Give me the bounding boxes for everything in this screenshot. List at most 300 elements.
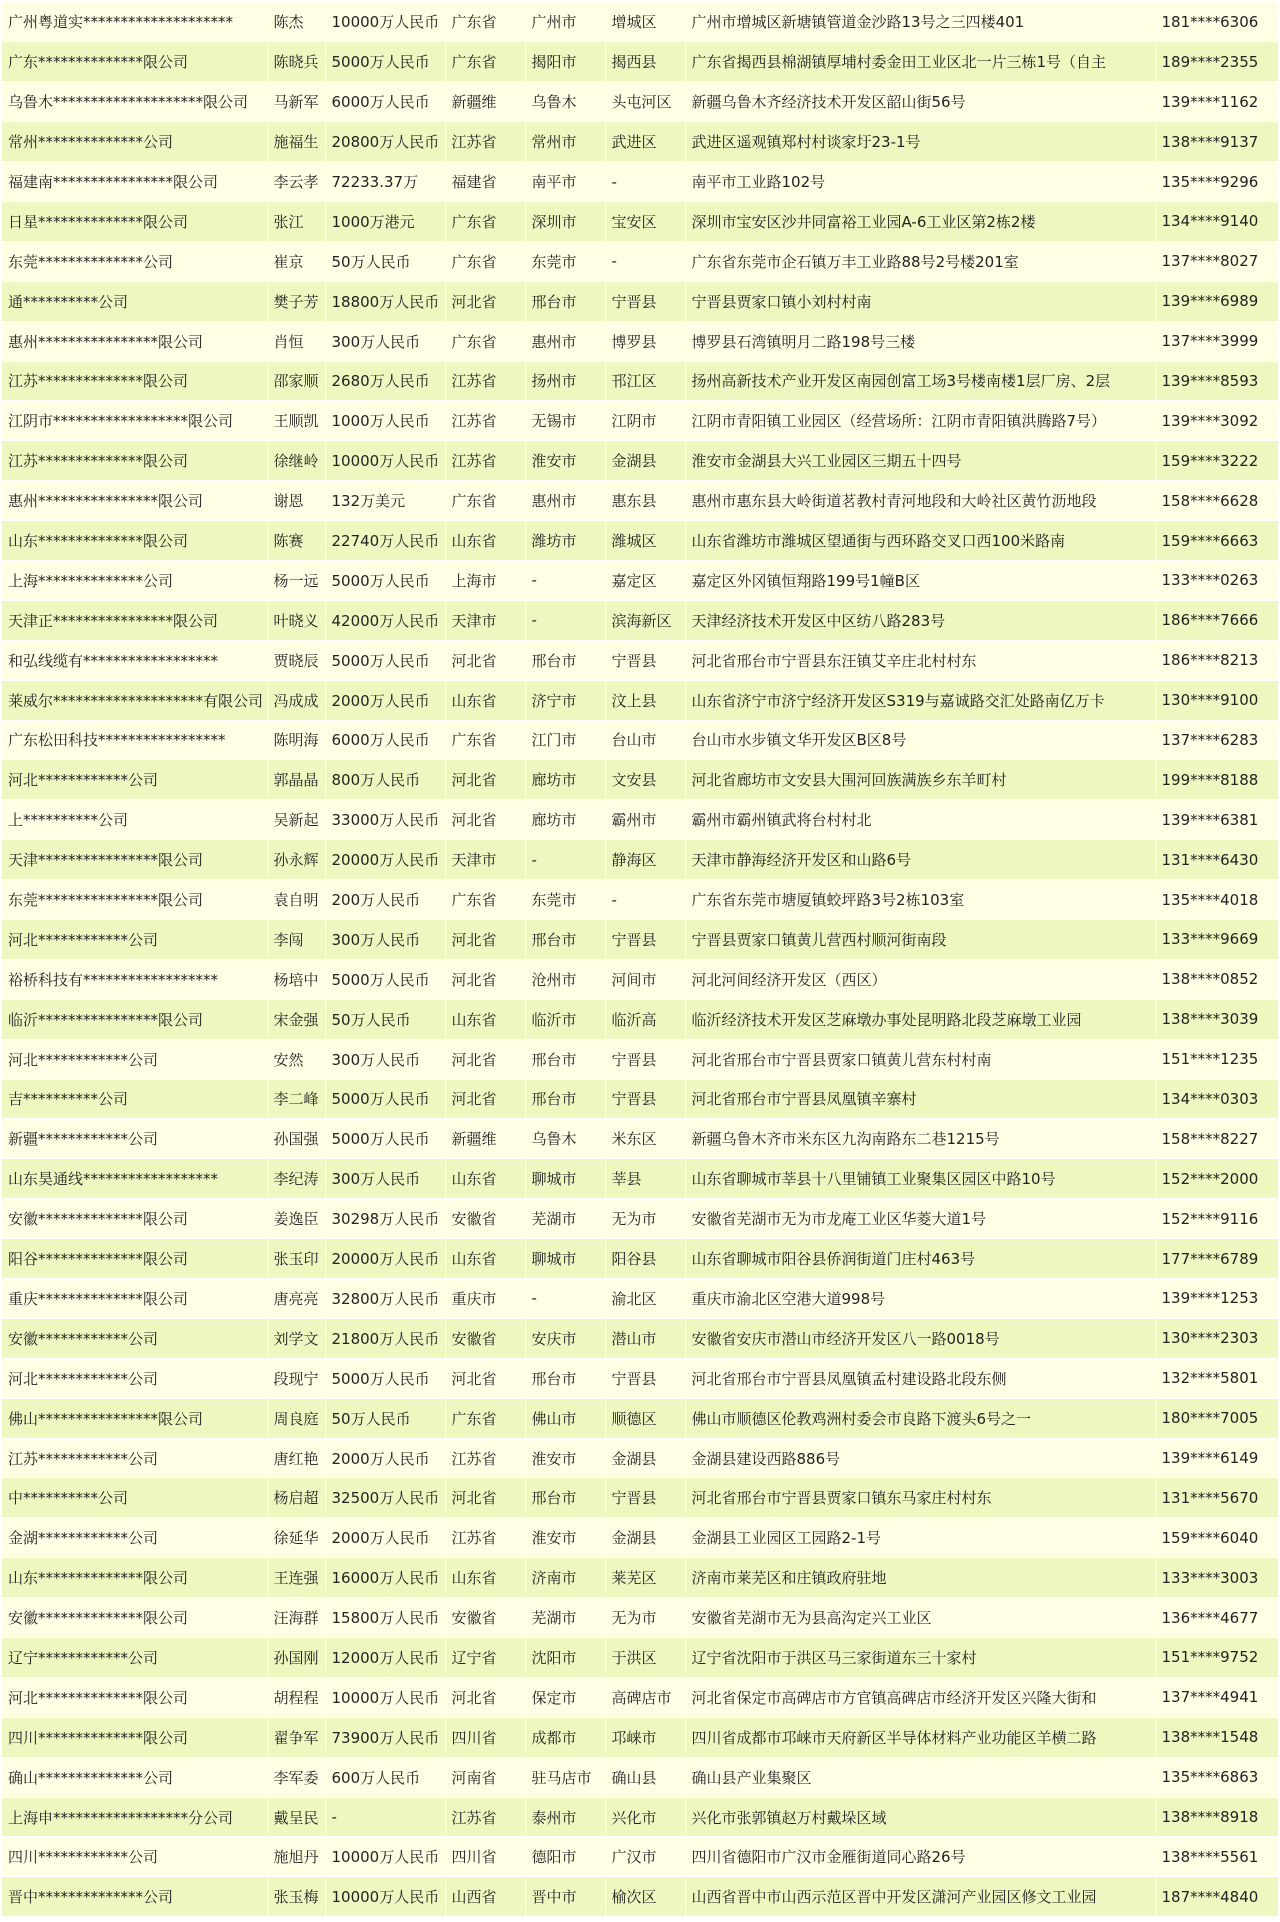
province-cell: 河北省 <box>445 1478 525 1518</box>
phone-cell: 130****9100 <box>1155 680 1278 720</box>
registered-capital-cell: 300万人民币 <box>325 1159 445 1199</box>
province-cell: 山东省 <box>445 1239 525 1279</box>
registered-capital-cell: 21800万人民币 <box>325 1318 445 1358</box>
contact-person-cell: 崔京 <box>267 241 325 281</box>
province-cell: 河南省 <box>445 1757 525 1797</box>
company-name-cell: 上海**************公司 <box>2 560 267 600</box>
city-cell: 潍坊市 <box>525 521 605 561</box>
registered-capital-cell: 2000万人民币 <box>325 1438 445 1478</box>
contact-person-cell: 张玉印 <box>267 1239 325 1279</box>
company-name-cell: 四川**************限公司 <box>2 1717 267 1757</box>
address-cell: 宁晋县贾家口镇小刘村村南 <box>685 281 1155 321</box>
district-cell: 莱芜区 <box>605 1558 685 1598</box>
city-cell: 东莞市 <box>525 241 605 281</box>
table-row <box>2 82 1278 122</box>
province-cell: 河北省 <box>445 959 525 999</box>
contact-person-cell: 张玉梅 <box>267 1877 325 1917</box>
city-cell: 邢台市 <box>525 281 605 321</box>
district-cell: 兴化市 <box>605 1797 685 1837</box>
table-row <box>2 1558 1278 1598</box>
table-row <box>2 959 1278 999</box>
phone-cell: 189****2355 <box>1155 42 1278 82</box>
registered-capital-cell: 10000万人民币 <box>325 1837 445 1877</box>
district-cell: 揭西县 <box>605 42 685 82</box>
phone-cell: 130****2303 <box>1155 1318 1278 1358</box>
province-cell: 广东省 <box>445 241 525 281</box>
city-cell: 驻马店市 <box>525 1757 605 1797</box>
province-cell: 安徽省 <box>445 1199 525 1239</box>
table-row <box>2 999 1278 1039</box>
address-cell: 江阴市青阳镇工业园区（经营场所：江阴市青阳镇洪腾路7号） <box>685 401 1155 441</box>
district-cell: 顺德区 <box>605 1398 685 1438</box>
table-row <box>2 42 1278 82</box>
phone-cell: 139****3092 <box>1155 401 1278 441</box>
contact-person-cell: 李云孝 <box>267 162 325 202</box>
table-row <box>2 680 1278 720</box>
phone-cell: 139****1162 <box>1155 82 1278 122</box>
district-cell: 无为市 <box>605 1598 685 1638</box>
phone-cell: 138****8918 <box>1155 1797 1278 1837</box>
table-row <box>2 1199 1278 1239</box>
city-cell: 佛山市 <box>525 1398 605 1438</box>
registered-capital-cell: 10000万人民币 <box>325 2 445 42</box>
company-name-cell: 通**********公司 <box>2 281 267 321</box>
contact-person-cell: 杨一远 <box>267 560 325 600</box>
city-cell: 深圳市 <box>525 201 605 241</box>
company-name-cell: 天津****************限公司 <box>2 840 267 880</box>
table-row <box>2 1119 1278 1159</box>
table-row <box>2 1398 1278 1438</box>
district-cell: 文安县 <box>605 760 685 800</box>
province-cell: 河北省 <box>445 800 525 840</box>
city-cell: 芜湖市 <box>525 1598 605 1638</box>
address-cell: 临沂经济技术开发区芝麻墩办事处昆明路北段芝麻墩工业园 <box>685 999 1155 1039</box>
district-cell: 宁晋县 <box>605 281 685 321</box>
district-cell: 临沂高 <box>605 999 685 1039</box>
contact-person-cell: 汪海群 <box>267 1598 325 1638</box>
address-cell: 四川省德阳市广汉市金雁街道同心路26号 <box>685 1837 1155 1877</box>
table-body <box>2 2 1278 1917</box>
registered-capital-cell: 10000万人民币 <box>325 441 445 481</box>
district-cell: 惠东县 <box>605 481 685 521</box>
phone-cell: 186****8213 <box>1155 640 1278 680</box>
address-cell: 深圳市宝安区沙井同富裕工业园A-6工业区第2栋2楼 <box>685 201 1155 241</box>
district-cell: 宁晋县 <box>605 919 685 959</box>
city-cell: 济宁市 <box>525 680 605 720</box>
city-cell: 沧州市 <box>525 959 605 999</box>
province-cell: 安徽省 <box>445 1598 525 1638</box>
phone-cell: 135****4018 <box>1155 880 1278 920</box>
company-name-cell: 安徽**************限公司 <box>2 1199 267 1239</box>
phone-cell: 139****1253 <box>1155 1279 1278 1319</box>
address-cell: 确山县产业集聚区 <box>685 1757 1155 1797</box>
phone-cell: 180****7005 <box>1155 1398 1278 1438</box>
table-row <box>2 162 1278 202</box>
address-cell: 辽宁省沈阳市于洪区马三家街道东三十家村 <box>685 1638 1155 1678</box>
district-cell: 无为市 <box>605 1199 685 1239</box>
city-cell: 邢台市 <box>525 1358 605 1398</box>
address-cell: 河北省邢台市宁晋县凤凰镇辛寨村 <box>685 1079 1155 1119</box>
address-cell: 济南市莱芜区和庄镇政府驻地 <box>685 1558 1155 1598</box>
table-row <box>2 880 1278 920</box>
address-cell: 山东省济宁市济宁经济开发区S319与嘉诚路交汇处路南亿万卡 <box>685 680 1155 720</box>
city-cell: - <box>525 1279 605 1319</box>
contact-person-cell: 贾晓辰 <box>267 640 325 680</box>
province-cell: 广东省 <box>445 481 525 521</box>
province-cell: 江苏省 <box>445 1797 525 1837</box>
phone-cell: 158****8227 <box>1155 1119 1278 1159</box>
phone-cell: 199****8188 <box>1155 760 1278 800</box>
registered-capital-cell: 20000万人民币 <box>325 1239 445 1279</box>
city-cell: - <box>525 600 605 640</box>
table-row <box>2 1478 1278 1518</box>
address-cell: 兴化市张郭镇赵万村戴垛区域 <box>685 1797 1155 1837</box>
registered-capital-cell: 16000万人民币 <box>325 1558 445 1598</box>
contact-person-cell: 樊子芳 <box>267 281 325 321</box>
province-cell: 广东省 <box>445 2 525 42</box>
registered-capital-cell: 50万人民币 <box>325 999 445 1039</box>
city-cell: 东莞市 <box>525 880 605 920</box>
province-cell: 河北省 <box>445 281 525 321</box>
city-cell: 安庆市 <box>525 1318 605 1358</box>
district-cell: 台山市 <box>605 720 685 760</box>
phone-cell: 138****1548 <box>1155 1717 1278 1757</box>
district-cell: 高碑店市 <box>605 1677 685 1717</box>
address-cell: 安徽省芜湖市无为市龙庵工业区华菱大道1号 <box>685 1199 1155 1239</box>
company-name-cell: 莱威尔********************有限公司 <box>2 680 267 720</box>
contact-person-cell: 徐继岭 <box>267 441 325 481</box>
contact-person-cell: 张江 <box>267 201 325 241</box>
phone-cell: 159****6663 <box>1155 521 1278 561</box>
contact-person-cell: 吴新起 <box>267 800 325 840</box>
contact-person-cell: 孙国强 <box>267 1119 325 1159</box>
address-cell: 扬州高新技术产业开发区南园创富工场3号楼南楼1层厂房、2层 <box>685 361 1155 401</box>
company-table <box>2 2 1279 1917</box>
district-cell: 莘县 <box>605 1159 685 1199</box>
table-row <box>2 281 1278 321</box>
address-cell: 霸州市霸州镇武将台村村北 <box>685 800 1155 840</box>
city-cell: 廊坊市 <box>525 800 605 840</box>
province-cell: 山东省 <box>445 999 525 1039</box>
contact-person-cell: 孙永辉 <box>267 840 325 880</box>
city-cell: 邢台市 <box>525 1079 605 1119</box>
company-name-cell: 惠州****************限公司 <box>2 481 267 521</box>
company-name-cell: 东莞****************限公司 <box>2 880 267 920</box>
table-row <box>2 122 1278 162</box>
province-cell: 山东省 <box>445 521 525 561</box>
contact-person-cell: 李纪涛 <box>267 1159 325 1199</box>
company-name-cell: 重庆**************限公司 <box>2 1279 267 1319</box>
company-name-cell: 晋中**************公司 <box>2 1877 267 1917</box>
district-cell: 米东区 <box>605 1119 685 1159</box>
contact-person-cell: 冯成成 <box>267 680 325 720</box>
province-cell: 江苏省 <box>445 122 525 162</box>
contact-person-cell: 唐红艳 <box>267 1438 325 1478</box>
city-cell: 沈阳市 <box>525 1638 605 1678</box>
city-cell: 成都市 <box>525 1717 605 1757</box>
address-cell: 山东省潍坊市潍城区望通街与西环路交叉口西100米路南 <box>685 521 1155 561</box>
contact-person-cell: 段现宁 <box>267 1358 325 1398</box>
district-cell: 静海区 <box>605 840 685 880</box>
city-cell: 邢台市 <box>525 1478 605 1518</box>
city-cell: 聊城市 <box>525 1159 605 1199</box>
phone-cell: 158****6628 <box>1155 481 1278 521</box>
address-cell: 天津经济技术开发区中区纺八路283号 <box>685 600 1155 640</box>
company-name-cell: 山东**************限公司 <box>2 1558 267 1598</box>
registered-capital-cell: 72233.37万 <box>325 162 445 202</box>
table-row <box>2 521 1278 561</box>
table-row <box>2 640 1278 680</box>
district-cell: 宁晋县 <box>605 1478 685 1518</box>
address-cell: 山西省晋中市山西示范区晋中开发区潇河产业园区修文工业园 <box>685 1877 1155 1917</box>
company-name-cell: 佛山****************限公司 <box>2 1398 267 1438</box>
table-row <box>2 201 1278 241</box>
district-cell: 宝安区 <box>605 201 685 241</box>
district-cell: 宁晋县 <box>605 1079 685 1119</box>
registered-capital-cell: 12000万人民币 <box>325 1638 445 1678</box>
registered-capital-cell: 5000万人民币 <box>325 959 445 999</box>
contact-person-cell: 李二峰 <box>267 1079 325 1119</box>
address-cell: 重庆市渝北区空港大道998号 <box>685 1279 1155 1319</box>
contact-person-cell: 施福生 <box>267 122 325 162</box>
table-row <box>2 800 1278 840</box>
province-cell: 广东省 <box>445 321 525 361</box>
company-name-cell: 和弘线缆有****************** <box>2 640 267 680</box>
address-cell: 金湖县工业园区工园路2-1号 <box>685 1518 1155 1558</box>
phone-cell: 137****6283 <box>1155 720 1278 760</box>
registered-capital-cell: 15800万人民币 <box>325 1598 445 1638</box>
city-cell: 临沂市 <box>525 999 605 1039</box>
province-cell: 山东省 <box>445 680 525 720</box>
city-cell: 揭阳市 <box>525 42 605 82</box>
company-name-cell: 河北**************限公司 <box>2 1677 267 1717</box>
district-cell: 邛崃市 <box>605 1717 685 1757</box>
address-cell: 河北河间经济开发区（西区） <box>685 959 1155 999</box>
company-name-cell: 广东**************限公司 <box>2 42 267 82</box>
company-name-cell: 安徽**************限公司 <box>2 1598 267 1638</box>
city-cell: 南平市 <box>525 162 605 202</box>
address-cell: 嘉定区外冈镇恒翔路199号1幢B区 <box>685 560 1155 600</box>
province-cell: 江苏省 <box>445 401 525 441</box>
city-cell: 邢台市 <box>525 919 605 959</box>
province-cell: 山西省 <box>445 1877 525 1917</box>
address-cell: 宁晋县贾家口镇黄儿营西村顺河街南段 <box>685 919 1155 959</box>
registered-capital-cell: 30298万人民币 <box>325 1199 445 1239</box>
table-row <box>2 241 1278 281</box>
contact-person-cell: 李闯 <box>267 919 325 959</box>
contact-person-cell: 杨培中 <box>267 959 325 999</box>
registered-capital-cell: 600万人民币 <box>325 1757 445 1797</box>
company-name-cell: 江苏************公司 <box>2 1438 267 1478</box>
city-cell: 德阳市 <box>525 1837 605 1877</box>
city-cell: 淮安市 <box>525 1438 605 1478</box>
registered-capital-cell: 5000万人民币 <box>325 1079 445 1119</box>
contact-person-cell: 胡程程 <box>267 1677 325 1717</box>
table-row <box>2 1279 1278 1319</box>
table-row <box>2 321 1278 361</box>
table-row <box>2 361 1278 401</box>
table-row <box>2 1677 1278 1717</box>
province-cell: 江苏省 <box>445 361 525 401</box>
table-row <box>2 1239 1278 1279</box>
phone-cell: 151****1235 <box>1155 1039 1278 1079</box>
phone-cell: 135****9296 <box>1155 162 1278 202</box>
district-cell: 于洪区 <box>605 1638 685 1678</box>
address-cell: 武进区遥观镇郑村村谈家圩23-1号 <box>685 122 1155 162</box>
city-cell: 惠州市 <box>525 321 605 361</box>
district-cell: 滨海新区 <box>605 600 685 640</box>
district-cell: 嘉定区 <box>605 560 685 600</box>
registered-capital-cell: 132万美元 <box>325 481 445 521</box>
company-name-cell: 新疆************公司 <box>2 1119 267 1159</box>
table-row <box>2 1797 1278 1837</box>
registered-capital-cell: 300万人民币 <box>325 1039 445 1079</box>
city-cell: 邢台市 <box>525 1039 605 1079</box>
company-name-cell: 安徽************公司 <box>2 1318 267 1358</box>
address-cell: 广州市增城区新塘镇管道金沙路13号之三四楼401 <box>685 2 1155 42</box>
phone-cell: 131****5670 <box>1155 1478 1278 1518</box>
company-name-cell: 广州粤道实******************** <box>2 2 267 42</box>
registered-capital-cell: 5000万人民币 <box>325 1119 445 1159</box>
address-cell: 博罗县石湾镇明月二路198号三楼 <box>685 321 1155 361</box>
table-row <box>2 720 1278 760</box>
city-cell: 保定市 <box>525 1677 605 1717</box>
address-cell: 山东省聊城市阳谷县侨润街道门庄村463号 <box>685 1239 1155 1279</box>
company-name-cell: 中**********公司 <box>2 1478 267 1518</box>
phone-cell: 152****2000 <box>1155 1159 1278 1199</box>
company-name-cell: 吉**********公司 <box>2 1079 267 1119</box>
city-cell: 泰州市 <box>525 1797 605 1837</box>
city-cell: 廊坊市 <box>525 760 605 800</box>
company-name-cell: 江阴市******************限公司 <box>2 401 267 441</box>
contact-person-cell: 陈杰 <box>267 2 325 42</box>
address-cell: 河北省邢台市宁晋县凤凰镇孟村建设路北段东侧 <box>685 1358 1155 1398</box>
registered-capital-cell: 32500万人民币 <box>325 1478 445 1518</box>
address-cell: 台山市水步镇文华开发区B区8号 <box>685 720 1155 760</box>
contact-person-cell: 姜逸臣 <box>267 1199 325 1239</box>
phone-cell: 139****8593 <box>1155 361 1278 401</box>
table-row <box>2 600 1278 640</box>
contact-person-cell: 刘学文 <box>267 1318 325 1358</box>
registered-capital-cell: 22740万人民币 <box>325 521 445 561</box>
province-cell: 河北省 <box>445 1079 525 1119</box>
address-cell: 安徽省芜湖市无为县高沟定兴工业区 <box>685 1598 1155 1638</box>
city-cell: 济南市 <box>525 1558 605 1598</box>
phone-cell: 159****6040 <box>1155 1518 1278 1558</box>
address-cell: 四川省成都市邛崃市天府新区半导体材料产业功能区羊横二路 <box>685 1717 1155 1757</box>
company-name-cell: 山东**************限公司 <box>2 521 267 561</box>
address-cell: 安徽省安庆市潜山市经济开发区八一路0018号 <box>685 1318 1155 1358</box>
table-row <box>2 1039 1278 1079</box>
company-name-cell: 上海申******************分公司 <box>2 1797 267 1837</box>
table-row <box>2 840 1278 880</box>
contact-person-cell: 袁自明 <box>267 880 325 920</box>
registered-capital-cell: 300万人民币 <box>325 321 445 361</box>
district-cell: - <box>605 241 685 281</box>
contact-person-cell: 陈明海 <box>267 720 325 760</box>
table-row <box>2 1079 1278 1119</box>
province-cell: 河北省 <box>445 919 525 959</box>
registered-capital-cell: 5000万人民币 <box>325 640 445 680</box>
company-name-cell: 东莞**************公司 <box>2 241 267 281</box>
table-row <box>2 1877 1278 1917</box>
registered-capital-cell: 73900万人民币 <box>325 1717 445 1757</box>
address-cell: 山东省聊城市莘县十八里铺镇工业聚集区园区中路10号 <box>685 1159 1155 1199</box>
contact-person-cell: 肖恒 <box>267 321 325 361</box>
address-cell: 河北省邢台市宁晋县贾家口镇东马家庄村村东 <box>685 1478 1155 1518</box>
address-cell: 天津市静海经济开发区和山路6号 <box>685 840 1155 880</box>
province-cell: 天津市 <box>445 600 525 640</box>
province-cell: 山东省 <box>445 1159 525 1199</box>
address-cell: 广东省东莞市企石镇万丰工业路88号2号楼201室 <box>685 241 1155 281</box>
registered-capital-cell: 5000万人民币 <box>325 42 445 82</box>
contact-person-cell: 邵家顺 <box>267 361 325 401</box>
contact-person-cell: 安然 <box>267 1039 325 1079</box>
table-row <box>2 560 1278 600</box>
company-name-cell: 河北************公司 <box>2 919 267 959</box>
registered-capital-cell: 5000万人民币 <box>325 560 445 600</box>
address-cell: 河北省邢台市宁晋县贾家口镇黄儿营东村村南 <box>685 1039 1155 1079</box>
province-cell: 安徽省 <box>445 1318 525 1358</box>
district-cell: 宁晋县 <box>605 1039 685 1079</box>
table-row <box>2 919 1278 959</box>
registered-capital-cell: 800万人民币 <box>325 760 445 800</box>
district-cell: 金湖县 <box>605 1438 685 1478</box>
phone-cell: 138****9137 <box>1155 122 1278 162</box>
registered-capital-cell: 300万人民币 <box>325 919 445 959</box>
company-name-cell: 金湖************公司 <box>2 1518 267 1558</box>
registered-capital-cell: 200万人民币 <box>325 880 445 920</box>
phone-cell: 159****3222 <box>1155 441 1278 481</box>
phone-cell: 137****8027 <box>1155 241 1278 281</box>
province-cell: 四川省 <box>445 1717 525 1757</box>
province-cell: 江苏省 <box>445 1518 525 1558</box>
phone-cell: 137****4941 <box>1155 1677 1278 1717</box>
province-cell: 辽宁省 <box>445 1638 525 1678</box>
province-cell: 河北省 <box>445 1677 525 1717</box>
province-cell: 新疆维 <box>445 82 525 122</box>
address-cell: 河北省保定市高碑店市方官镇高碑店市经济开发区兴隆大街和 <box>685 1677 1155 1717</box>
contact-person-cell: 徐延华 <box>267 1518 325 1558</box>
registered-capital-cell: - <box>325 1797 445 1837</box>
city-cell: 乌鲁木 <box>525 1119 605 1159</box>
registered-capital-cell: 2680万人民币 <box>325 361 445 401</box>
province-cell: 江苏省 <box>445 441 525 481</box>
phone-cell: 133****9669 <box>1155 919 1278 959</box>
registered-capital-cell: 1000万港元 <box>325 201 445 241</box>
registered-capital-cell: 33000万人民币 <box>325 800 445 840</box>
contact-person-cell: 郭晶晶 <box>267 760 325 800</box>
district-cell: 广汉市 <box>605 1837 685 1877</box>
province-cell: 广东省 <box>445 201 525 241</box>
district-cell: 江阴市 <box>605 401 685 441</box>
registered-capital-cell: 20000万人民币 <box>325 840 445 880</box>
table-row <box>2 441 1278 481</box>
table-row <box>2 401 1278 441</box>
company-name-cell: 惠州****************限公司 <box>2 321 267 361</box>
company-name-cell: 裕桥科技有****************** <box>2 959 267 999</box>
address-cell: 南平市工业路102号 <box>685 162 1155 202</box>
registered-capital-cell: 5000万人民币 <box>325 1358 445 1398</box>
phone-cell: 135****6863 <box>1155 1757 1278 1797</box>
table-row <box>2 1837 1278 1877</box>
province-cell: 天津市 <box>445 840 525 880</box>
province-cell: 河北省 <box>445 760 525 800</box>
city-cell: 晋中市 <box>525 1877 605 1917</box>
city-cell: 惠州市 <box>525 481 605 521</box>
province-cell: 河北省 <box>445 1358 525 1398</box>
province-cell: 广东省 <box>445 720 525 760</box>
